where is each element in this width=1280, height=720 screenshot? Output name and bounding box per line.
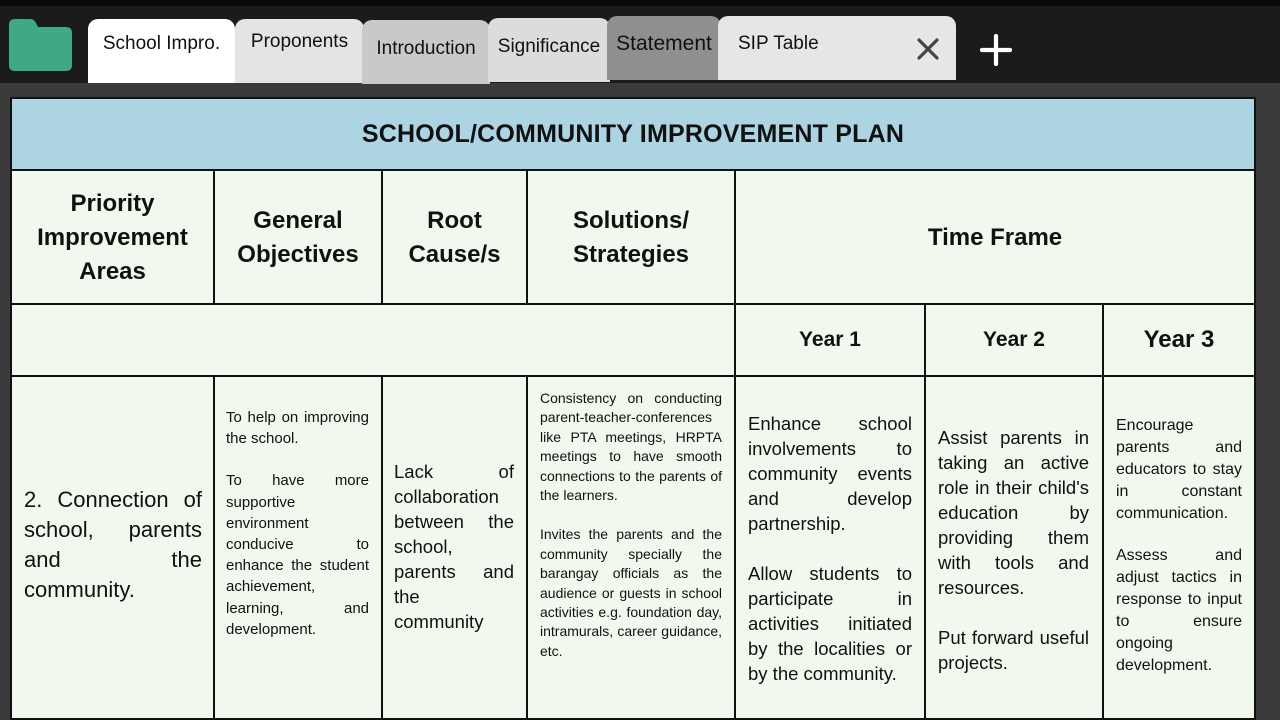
tab-statement[interactable] bbox=[607, 16, 721, 80]
column-divider bbox=[526, 375, 528, 720]
tab-proponents[interactable] bbox=[235, 19, 364, 83]
header-line: Year 3 bbox=[1143, 326, 1215, 353]
table-title-band bbox=[12, 99, 1254, 171]
cell-text: Enhance school involvements to community events and develop partnership. bbox=[748, 413, 912, 534]
tab-label: Statement bbox=[616, 32, 712, 55]
header-time-frame bbox=[736, 173, 1254, 303]
column-divider bbox=[381, 375, 383, 720]
cell-text: Consistency on conducting parent-teacher-conferences like PTA meetings, HRPTA meetings to have smooth connections to the parents of the learners. bbox=[540, 390, 722, 504]
header-line: Root bbox=[427, 207, 482, 234]
sip-table bbox=[10, 97, 1256, 720]
header-line: Areas bbox=[79, 258, 146, 285]
cell-text: Assess and adjust tactics in response to input to ensure ongoing development. bbox=[1116, 547, 1242, 674]
cell-text: 2. Connection of school, parents and the community. bbox=[24, 487, 202, 602]
cell-text: Encourage parents and educators to stay in constant communication. bbox=[1116, 417, 1242, 522]
cell-strategies bbox=[540, 389, 722, 661]
plus-icon[interactable] bbox=[980, 34, 1012, 66]
cell-text: Lack of collaboration between the school, parents and the community bbox=[394, 461, 514, 632]
header-solutions-strategies bbox=[528, 173, 734, 303]
close-icon[interactable] bbox=[917, 38, 939, 60]
header-root-causes bbox=[383, 173, 526, 303]
header-line: Cause/s bbox=[408, 241, 501, 268]
tab-label: Proponents bbox=[250, 31, 349, 52]
header-line: Time Frame bbox=[927, 224, 1063, 251]
cell-root-cause bbox=[394, 459, 514, 634]
cell-general-objectives bbox=[226, 407, 369, 640]
tab-introduction[interactable] bbox=[362, 20, 490, 84]
tab-label: SIP Table bbox=[738, 33, 819, 54]
tab-label: Significance bbox=[497, 36, 601, 57]
tab-school-impro[interactable] bbox=[88, 19, 235, 83]
tab-label: School Impro. bbox=[102, 33, 221, 54]
header-line: Objectives bbox=[237, 241, 359, 268]
tab-bar bbox=[0, 0, 1280, 83]
cell-year-3 bbox=[1116, 415, 1242, 677]
header-general-objectives bbox=[215, 173, 381, 303]
column-divider bbox=[213, 375, 215, 720]
header-year-2 bbox=[926, 305, 1102, 375]
header-year-3 bbox=[1104, 305, 1254, 375]
cell-text: To help on improving the school. bbox=[226, 409, 369, 448]
header-line: Solutions/ bbox=[573, 207, 689, 234]
cell-text: To have more supportive environment conducive to enhance the student achievement, learning, and development. bbox=[226, 472, 369, 638]
header-line: General bbox=[253, 207, 343, 234]
cell-text: Assist parents in taking an active role in their child's education by providing them with tools and resources. bbox=[938, 427, 1089, 598]
cell-text: Allow students to participate in activities initiated by the localities or by the community. bbox=[748, 563, 912, 684]
header-line: Year 1 bbox=[799, 328, 861, 351]
header-line: Priority bbox=[70, 190, 155, 217]
header-year-1 bbox=[736, 305, 924, 375]
tab-label: Introduction bbox=[376, 38, 476, 59]
header-priority-areas bbox=[12, 173, 213, 303]
cell-year-2 bbox=[938, 425, 1089, 675]
row-divider bbox=[12, 375, 1254, 377]
folder-icon[interactable] bbox=[6, 19, 72, 71]
cell-text: Invites the parents and the community specially the barangay officials as the audience or guests in school activities e.g. foundation day, intramurals, career guidance, etc. bbox=[540, 526, 722, 659]
tab-significance[interactable] bbox=[488, 18, 610, 82]
cell-priority-area bbox=[24, 485, 202, 605]
header-line: Strategies bbox=[572, 241, 690, 268]
cell-text: Put forward useful projects. bbox=[938, 627, 1089, 673]
cell-year-1 bbox=[748, 411, 912, 686]
header-line: Improvement bbox=[37, 224, 188, 251]
header-line: Year 2 bbox=[983, 328, 1045, 351]
table-title: SCHOOL/COMMUNITY IMPROVEMENT PLAN bbox=[361, 119, 905, 148]
top-edge bbox=[0, 0, 1280, 6]
